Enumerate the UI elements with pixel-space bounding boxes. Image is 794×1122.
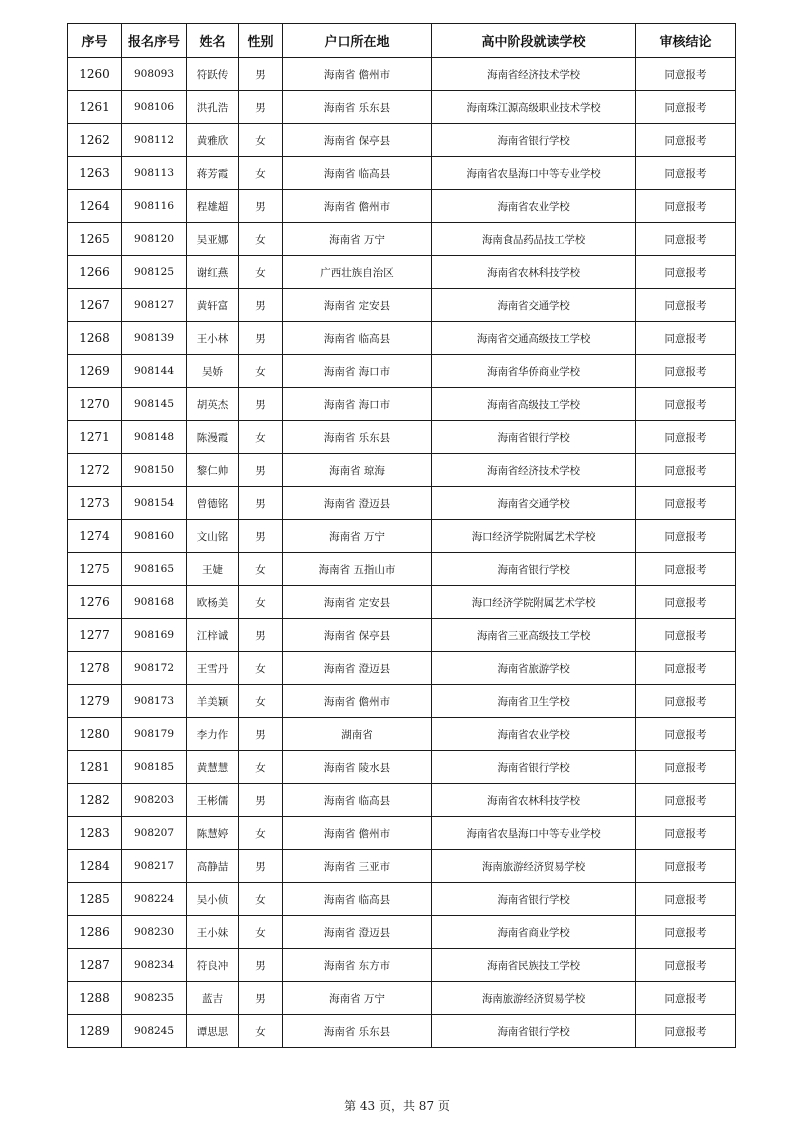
cell-gender: 女	[239, 223, 283, 256]
cell-name: 黎仁帅	[187, 454, 239, 487]
cell-gender: 男	[239, 91, 283, 124]
cell-gender: 男	[239, 190, 283, 223]
table-row	[68, 388, 736, 421]
cell-review-result: 同意报考	[636, 421, 736, 454]
cell-hukou-location: 海南省 澄迈县	[283, 652, 432, 685]
cell-hukou-location: 海南省 临高县	[283, 883, 432, 916]
cell-registration-no: 908203	[122, 784, 187, 817]
cell-name: 陈漫霞	[187, 421, 239, 454]
cell-gender: 男	[239, 949, 283, 982]
cell-registration-no: 908125	[122, 256, 187, 289]
cell-hukou-location: 海南省 乐东县	[283, 1015, 432, 1048]
table-row	[68, 949, 736, 982]
header-seq: 序号	[68, 24, 122, 58]
cell-review-result: 同意报考	[636, 883, 736, 916]
cell-gender: 男	[239, 784, 283, 817]
cell-hukou-location: 海南省 临高县	[283, 322, 432, 355]
cell-high-school: 海南省卫生学校	[432, 685, 636, 718]
table-row	[68, 454, 736, 487]
cell-seq: 1268	[68, 322, 122, 355]
cell-hukou-location: 海南省 保亭县	[283, 124, 432, 157]
cell-registration-no: 908148	[122, 421, 187, 454]
cell-gender: 女	[239, 421, 283, 454]
table-row	[68, 652, 736, 685]
cell-registration-no: 908173	[122, 685, 187, 718]
cell-gender: 男	[239, 289, 283, 322]
cell-gender: 男	[239, 982, 283, 1015]
cell-registration-no: 908144	[122, 355, 187, 388]
header-high-school: 高中阶段就读学校	[432, 24, 636, 58]
cell-registration-no: 908217	[122, 850, 187, 883]
cell-seq: 1271	[68, 421, 122, 454]
cell-name: 蒋芳霞	[187, 157, 239, 190]
cell-hukou-location: 海南省 澄迈县	[283, 487, 432, 520]
cell-registration-no: 908154	[122, 487, 187, 520]
cell-name: 王彬儒	[187, 784, 239, 817]
table-row	[68, 685, 736, 718]
cell-hukou-location: 广西壮族自治区	[283, 256, 432, 289]
cell-high-school: 海南省旅游学校	[432, 652, 636, 685]
cell-high-school: 海口经济学院附属艺术学校	[432, 520, 636, 553]
cell-name: 吴亚娜	[187, 223, 239, 256]
cell-high-school: 海南省农垦海口中等专业学校	[432, 817, 636, 850]
header-registration-no: 报名序号	[122, 24, 187, 58]
cell-hukou-location: 海南省 琼海	[283, 454, 432, 487]
cell-name: 王雪丹	[187, 652, 239, 685]
cell-registration-no: 908230	[122, 916, 187, 949]
cell-registration-no: 908168	[122, 586, 187, 619]
cell-registration-no: 908207	[122, 817, 187, 850]
cell-seq: 1273	[68, 487, 122, 520]
cell-registration-no: 908106	[122, 91, 187, 124]
cell-name: 吴小侦	[187, 883, 239, 916]
cell-hukou-location: 海南省 儋州市	[283, 685, 432, 718]
cell-review-result: 同意报考	[636, 91, 736, 124]
roster-sheet	[67, 23, 735, 1048]
cell-high-school: 海南省农垦海口中等专业学校	[432, 157, 636, 190]
table-row	[68, 91, 736, 124]
cell-review-result: 同意报考	[636, 289, 736, 322]
cell-seq: 1269	[68, 355, 122, 388]
cell-review-result: 同意报考	[636, 982, 736, 1015]
cell-name: 李力作	[187, 718, 239, 751]
cell-name: 吴娇	[187, 355, 239, 388]
cell-name: 王婕	[187, 553, 239, 586]
table-row	[68, 58, 736, 91]
cell-high-school: 海南省民族技工学校	[432, 949, 636, 982]
cell-gender: 女	[239, 685, 283, 718]
table-row	[68, 916, 736, 949]
cell-review-result: 同意报考	[636, 58, 736, 91]
table-row	[68, 157, 736, 190]
table-body	[68, 58, 736, 1048]
cell-gender: 女	[239, 553, 283, 586]
cell-name: 黄轩富	[187, 289, 239, 322]
table-row	[68, 817, 736, 850]
cell-review-result: 同意报考	[636, 553, 736, 586]
table-row	[68, 487, 736, 520]
cell-hukou-location: 海南省 定安县	[283, 289, 432, 322]
cell-registration-no: 908169	[122, 619, 187, 652]
cell-registration-no: 908224	[122, 883, 187, 916]
applicant-review-table	[67, 23, 736, 1048]
cell-gender: 男	[239, 850, 283, 883]
cell-hukou-location: 海南省 万宁	[283, 223, 432, 256]
cell-registration-no: 908185	[122, 751, 187, 784]
cell-hukou-location: 海南省 儋州市	[283, 190, 432, 223]
cell-high-school: 海南省银行学校	[432, 553, 636, 586]
cell-name: 黄雅欣	[187, 124, 239, 157]
cell-review-result: 同意报考	[636, 949, 736, 982]
cell-review-result: 同意报考	[636, 124, 736, 157]
table-row	[68, 322, 736, 355]
cell-gender: 男	[239, 619, 283, 652]
cell-name: 曾德铭	[187, 487, 239, 520]
cell-gender: 男	[239, 487, 283, 520]
cell-name: 王小林	[187, 322, 239, 355]
cell-hukou-location: 海南省 儋州市	[283, 817, 432, 850]
cell-review-result: 同意报考	[636, 355, 736, 388]
cell-gender: 男	[239, 718, 283, 751]
cell-high-school: 海南省银行学校	[432, 1015, 636, 1048]
cell-gender: 女	[239, 883, 283, 916]
cell-high-school: 海南省三亚高级技工学校	[432, 619, 636, 652]
cell-name: 程雄超	[187, 190, 239, 223]
cell-hukou-location: 海南省 三亚市	[283, 850, 432, 883]
cell-hukou-location: 海南省 定安县	[283, 586, 432, 619]
cell-high-school: 海南省农业学校	[432, 718, 636, 751]
cell-review-result: 同意报考	[636, 850, 736, 883]
cell-gender: 男	[239, 388, 283, 421]
cell-hukou-location: 海南省 五指山市	[283, 553, 432, 586]
cell-seq: 1260	[68, 58, 122, 91]
cell-gender: 女	[239, 355, 283, 388]
cell-review-result: 同意报考	[636, 916, 736, 949]
cell-hukou-location: 湖南省	[283, 718, 432, 751]
cell-name: 王小妹	[187, 916, 239, 949]
table-row	[68, 619, 736, 652]
header-review-result: 审核结论	[636, 24, 736, 58]
cell-hukou-location: 海南省 万宁	[283, 520, 432, 553]
table-row	[68, 124, 736, 157]
cell-high-school: 海南省农林科技学校	[432, 256, 636, 289]
cell-review-result: 同意报考	[636, 784, 736, 817]
table-row	[68, 718, 736, 751]
cell-seq: 1289	[68, 1015, 122, 1048]
cell-seq: 1264	[68, 190, 122, 223]
cell-high-school: 海南省交通高级技工学校	[432, 322, 636, 355]
cell-name: 黄慧慧	[187, 751, 239, 784]
cell-registration-no: 908165	[122, 553, 187, 586]
cell-seq: 1286	[68, 916, 122, 949]
cell-registration-no: 908179	[122, 718, 187, 751]
table-row	[68, 850, 736, 883]
cell-high-school: 海南省银行学校	[432, 124, 636, 157]
cell-gender: 女	[239, 586, 283, 619]
cell-name: 江梓诚	[187, 619, 239, 652]
cell-review-result: 同意报考	[636, 751, 736, 784]
cell-seq: 1265	[68, 223, 122, 256]
cell-high-school: 海南省商业学校	[432, 916, 636, 949]
cell-name: 胡英杰	[187, 388, 239, 421]
cell-gender: 女	[239, 1015, 283, 1048]
cell-high-school: 海南省交通学校	[432, 487, 636, 520]
cell-gender: 女	[239, 916, 283, 949]
cell-registration-no: 908116	[122, 190, 187, 223]
cell-seq: 1267	[68, 289, 122, 322]
cell-review-result: 同意报考	[636, 223, 736, 256]
cell-high-school: 海南省华侨商业学校	[432, 355, 636, 388]
table-row	[68, 421, 736, 454]
cell-name: 洪孔浩	[187, 91, 239, 124]
cell-seq: 1281	[68, 751, 122, 784]
header-name: 姓名	[187, 24, 239, 58]
cell-high-school: 海南省经济技术学校	[432, 58, 636, 91]
cell-gender: 男	[239, 322, 283, 355]
cell-high-school: 海南省农林科技学校	[432, 784, 636, 817]
cell-review-result: 同意报考	[636, 388, 736, 421]
cell-name: 符跃传	[187, 58, 239, 91]
cell-high-school: 海南省银行学校	[432, 883, 636, 916]
table-row	[68, 223, 736, 256]
cell-seq: 1274	[68, 520, 122, 553]
cell-high-school: 海南旅游经济贸易学校	[432, 982, 636, 1015]
cell-hukou-location: 海南省 海口市	[283, 388, 432, 421]
table-row	[68, 1015, 736, 1048]
cell-review-result: 同意报考	[636, 685, 736, 718]
cell-high-school: 海南省农业学校	[432, 190, 636, 223]
cell-high-school: 海南食品药品技工学校	[432, 223, 636, 256]
table-row	[68, 520, 736, 553]
cell-registration-no: 908093	[122, 58, 187, 91]
cell-review-result: 同意报考	[636, 652, 736, 685]
cell-registration-no: 908245	[122, 1015, 187, 1048]
cell-seq: 1278	[68, 652, 122, 685]
cell-hukou-location: 海南省 陵水县	[283, 751, 432, 784]
cell-review-result: 同意报考	[636, 817, 736, 850]
table-row	[68, 784, 736, 817]
cell-review-result: 同意报考	[636, 322, 736, 355]
cell-high-school: 海南省银行学校	[432, 421, 636, 454]
cell-hukou-location: 海南省 海口市	[283, 355, 432, 388]
cell-gender: 女	[239, 751, 283, 784]
cell-review-result: 同意报考	[636, 256, 736, 289]
cell-hukou-location: 海南省 乐东县	[283, 421, 432, 454]
cell-gender: 男	[239, 454, 283, 487]
cell-gender: 男	[239, 520, 283, 553]
table-row	[68, 355, 736, 388]
cell-name: 羊美颖	[187, 685, 239, 718]
cell-review-result: 同意报考	[636, 619, 736, 652]
cell-name: 高静喆	[187, 850, 239, 883]
cell-seq: 1279	[68, 685, 122, 718]
cell-seq: 1272	[68, 454, 122, 487]
cell-seq: 1280	[68, 718, 122, 751]
cell-seq: 1282	[68, 784, 122, 817]
cell-hukou-location: 海南省 临高县	[283, 157, 432, 190]
cell-seq: 1276	[68, 586, 122, 619]
cell-gender: 女	[239, 256, 283, 289]
cell-name: 文山铭	[187, 520, 239, 553]
table-row	[68, 982, 736, 1015]
cell-name: 符良冲	[187, 949, 239, 982]
cell-gender: 女	[239, 124, 283, 157]
cell-registration-no: 908113	[122, 157, 187, 190]
cell-seq: 1283	[68, 817, 122, 850]
cell-gender: 女	[239, 157, 283, 190]
table-row	[68, 289, 736, 322]
cell-seq: 1275	[68, 553, 122, 586]
cell-high-school: 海南省交通学校	[432, 289, 636, 322]
cell-seq: 1277	[68, 619, 122, 652]
cell-registration-no: 908160	[122, 520, 187, 553]
cell-gender: 女	[239, 817, 283, 850]
cell-seq: 1288	[68, 982, 122, 1015]
cell-seq: 1270	[68, 388, 122, 421]
cell-gender: 女	[239, 652, 283, 685]
cell-registration-no: 908235	[122, 982, 187, 1015]
cell-review-result: 同意报考	[636, 454, 736, 487]
cell-seq: 1285	[68, 883, 122, 916]
table-row	[68, 190, 736, 223]
cell-registration-no: 908139	[122, 322, 187, 355]
cell-name: 谢红燕	[187, 256, 239, 289]
cell-hukou-location: 海南省 东方市	[283, 949, 432, 982]
cell-seq: 1263	[68, 157, 122, 190]
table-row	[68, 751, 736, 784]
cell-hukou-location: 海南省 临高县	[283, 784, 432, 817]
cell-high-school: 海南省经济技术学校	[432, 454, 636, 487]
table-row	[68, 553, 736, 586]
cell-registration-no: 908127	[122, 289, 187, 322]
cell-seq: 1262	[68, 124, 122, 157]
cell-name: 蓝吉	[187, 982, 239, 1015]
cell-hukou-location: 海南省 保亭县	[283, 619, 432, 652]
cell-high-school: 海南珠江源高级职业技术学校	[432, 91, 636, 124]
cell-seq: 1284	[68, 850, 122, 883]
cell-hukou-location: 海南省 乐东县	[283, 91, 432, 124]
cell-registration-no: 908172	[122, 652, 187, 685]
table-row	[68, 586, 736, 619]
cell-high-school: 海南省高级技工学校	[432, 388, 636, 421]
cell-gender: 男	[239, 58, 283, 91]
cell-review-result: 同意报考	[636, 1015, 736, 1048]
cell-registration-no: 908120	[122, 223, 187, 256]
cell-hukou-location: 海南省 万宁	[283, 982, 432, 1015]
cell-review-result: 同意报考	[636, 487, 736, 520]
cell-review-result: 同意报考	[636, 586, 736, 619]
cell-review-result: 同意报考	[636, 718, 736, 751]
header-row	[68, 24, 736, 58]
cell-hukou-location: 海南省 澄迈县	[283, 916, 432, 949]
cell-registration-no: 908145	[122, 388, 187, 421]
cell-name: 谭思思	[187, 1015, 239, 1048]
cell-registration-no: 908150	[122, 454, 187, 487]
page-footer: 第 43 页，共 87 页	[344, 1099, 450, 1113]
cell-high-school: 海南旅游经济贸易学校	[432, 850, 636, 883]
cell-registration-no: 908234	[122, 949, 187, 982]
cell-review-result: 同意报考	[636, 520, 736, 553]
cell-review-result: 同意报考	[636, 157, 736, 190]
cell-seq: 1261	[68, 91, 122, 124]
cell-high-school: 海口经济学院附属艺术学校	[432, 586, 636, 619]
cell-seq: 1266	[68, 256, 122, 289]
cell-high-school: 海南省银行学校	[432, 751, 636, 784]
header-hukou-location: 户口所在地	[283, 24, 432, 58]
table-row	[68, 256, 736, 289]
cell-name: 陈慧婷	[187, 817, 239, 850]
cell-name: 欧杨美	[187, 586, 239, 619]
table-row	[68, 883, 736, 916]
cell-registration-no: 908112	[122, 124, 187, 157]
cell-review-result: 同意报考	[636, 190, 736, 223]
cell-hukou-location: 海南省 儋州市	[283, 58, 432, 91]
header-gender: 性别	[239, 24, 283, 58]
cell-seq: 1287	[68, 949, 122, 982]
